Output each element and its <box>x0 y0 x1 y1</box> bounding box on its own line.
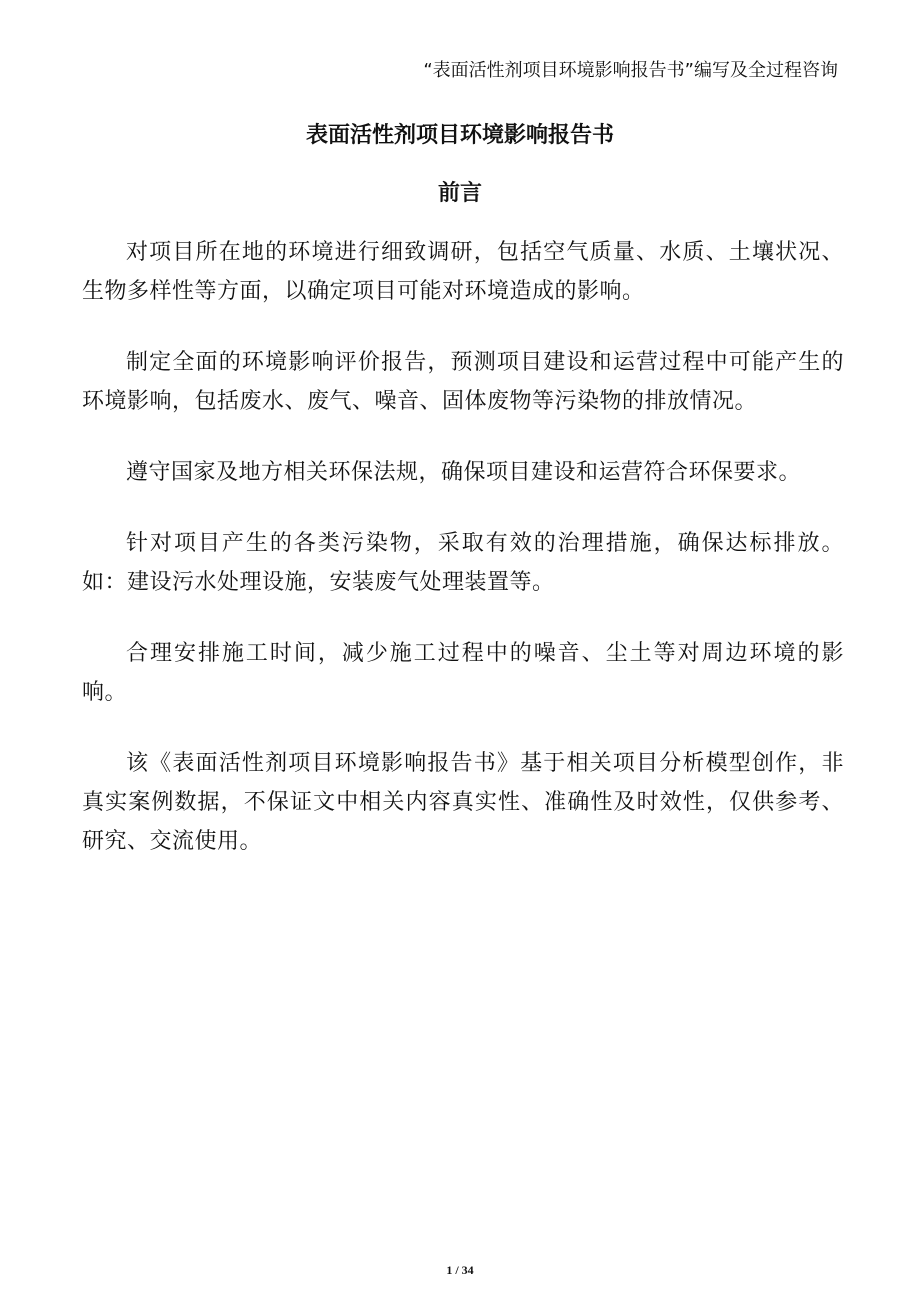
document-title: 表面活性剂项目环境影响报告书 <box>305 123 614 148</box>
paragraph-5: 合理安排施工时间，减少施工过程中的噪音、尘土等对周边环境的影响。 <box>82 641 844 705</box>
page-number: 1 / 34 <box>446 1263 474 1277</box>
body-text <box>82 233 844 893</box>
section-heading: 前言 <box>437 181 482 206</box>
paragraph-3: 遵守国家及地方相关环保法规，确保项目建设和运营符合环保要求。 <box>126 460 802 485</box>
paragraph-4: 针对项目产生的各类污染物，采取有效的治理措施，确保达标排放。如：建设污水处理设施，安装废气处理装置等。 <box>82 531 844 595</box>
paragraph-6: 该《表面活性剂项目环境影响报告书》基于相关项目分析模型创作，非真实案例数据，不保证文中相关内容真实性、准确性及时效性，仅供参考、研究、交流使用。 <box>82 751 844 854</box>
running-header: “表面活性剂项目环境影响报告书”编写及全过程咨询 <box>423 60 838 81</box>
paragraph-1: 对项目所在地的环境进行细致调研，包括空气质量、水质、土壤状况、生物多样性等方面，以确定项目可能对环境造成的影响。 <box>82 240 844 304</box>
paragraph-2: 制定全面的环境影响评价报告，预测项目建设和运营过程中可能产生的环境影响，包括废水、废气、噪音、固体废物等污染物的排放情况。 <box>82 350 844 414</box>
